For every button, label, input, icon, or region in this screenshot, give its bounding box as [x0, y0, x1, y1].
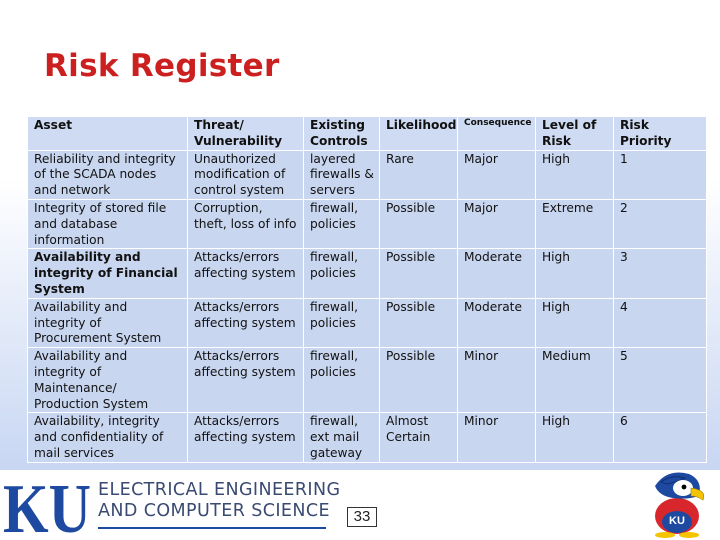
cell-threat: Attacks/errors affecting system: [188, 298, 304, 347]
table-header-row: [28, 117, 707, 151]
cell-asset: Availability and integrity of Procurement System: [28, 298, 188, 347]
risk-register-table-container: [27, 116, 706, 460]
cell-level: Extreme: [536, 199, 614, 248]
cell-controls: firewall, ext mail gateway: [304, 413, 380, 463]
table-row: [28, 348, 707, 413]
table-row: [28, 413, 707, 463]
cell-consequence: Minor: [458, 348, 536, 413]
cell-level: High: [536, 298, 614, 347]
cell-priority: 6: [614, 413, 707, 463]
cell-likelihood: Possible: [380, 199, 458, 248]
header-existing-controls: Existing Controls: [304, 117, 380, 151]
cell-asset: Availability, integrity and confidentiality of mail services: [28, 413, 188, 463]
cell-asset: Availability and integrity of Financial System: [28, 249, 188, 298]
cell-controls: layered firewalls & servers: [304, 150, 380, 199]
header-threat: Threat/ Vulnerability: [188, 117, 304, 151]
cell-asset: Integrity of stored file and database information: [28, 199, 188, 248]
cell-level: Medium: [536, 348, 614, 413]
ku-logo-text: KU: [3, 471, 91, 540]
ku-logo-icon: [3, 471, 93, 540]
cell-controls: firewall, policies: [304, 249, 380, 298]
cell-level: High: [536, 150, 614, 199]
department-name: [98, 480, 340, 522]
cell-level: High: [536, 413, 614, 463]
cell-priority: 5: [614, 348, 707, 413]
cell-threat: Attacks/errors affecting system: [188, 249, 304, 298]
slide-title: Risk Register: [44, 48, 280, 84]
cell-consequence: Major: [458, 199, 536, 248]
cell-likelihood: Possible: [380, 298, 458, 347]
cell-controls: firewall, policies: [304, 298, 380, 347]
cell-threat: Attacks/errors affecting system: [188, 413, 304, 463]
department-line-1: ELECTRICAL ENGINEERING: [98, 480, 341, 500]
cell-consequence: Moderate: [458, 249, 536, 298]
cell-priority: 4: [614, 298, 707, 347]
table-row: [28, 199, 707, 248]
cell-likelihood: Almost Certain: [380, 413, 458, 463]
cell-likelihood: Rare: [380, 150, 458, 199]
cell-likelihood: Possible: [380, 249, 458, 298]
cell-controls: firewall, policies: [304, 199, 380, 248]
cell-priority: 3: [614, 249, 707, 298]
mascot-text: KU: [669, 515, 685, 527]
jayhawk-mascot-icon: [637, 466, 711, 538]
cell-consequence: Major: [458, 150, 536, 199]
cell-priority: 2: [614, 199, 707, 248]
department-line-2: AND COMPUTER SCIENCE: [98, 501, 330, 521]
cell-controls: firewall, policies: [304, 348, 380, 413]
cell-likelihood: Possible: [380, 348, 458, 413]
cell-level: High: [536, 249, 614, 298]
header-likelihood: Likelihood: [380, 117, 458, 151]
risk-register-table: [27, 116, 707, 463]
cell-consequence: Moderate: [458, 298, 536, 347]
header-asset: Asset: [28, 117, 188, 151]
department-underline: [98, 527, 326, 529]
cell-threat: Unauthorized modification of control system: [188, 150, 304, 199]
cell-priority: 1: [614, 150, 707, 199]
cell-asset: Reliability and integrity of the SCADA nodes and network: [28, 150, 188, 199]
cell-threat: Corruption, theft, loss of info: [188, 199, 304, 248]
header-risk-priority: Risk Priority: [614, 117, 707, 151]
cell-consequence: Minor: [458, 413, 536, 463]
page-number: 33: [347, 507, 377, 527]
table-row: [28, 298, 707, 347]
header-consequence: Consequence: [458, 117, 536, 151]
table-row: [28, 249, 707, 298]
cell-threat: Attacks/errors affecting system: [188, 348, 304, 413]
header-level-of-risk: Level of Risk: [536, 117, 614, 151]
cell-asset: Availability and integrity of Maintenance/ Production System: [28, 348, 188, 413]
table-row: [28, 150, 707, 199]
